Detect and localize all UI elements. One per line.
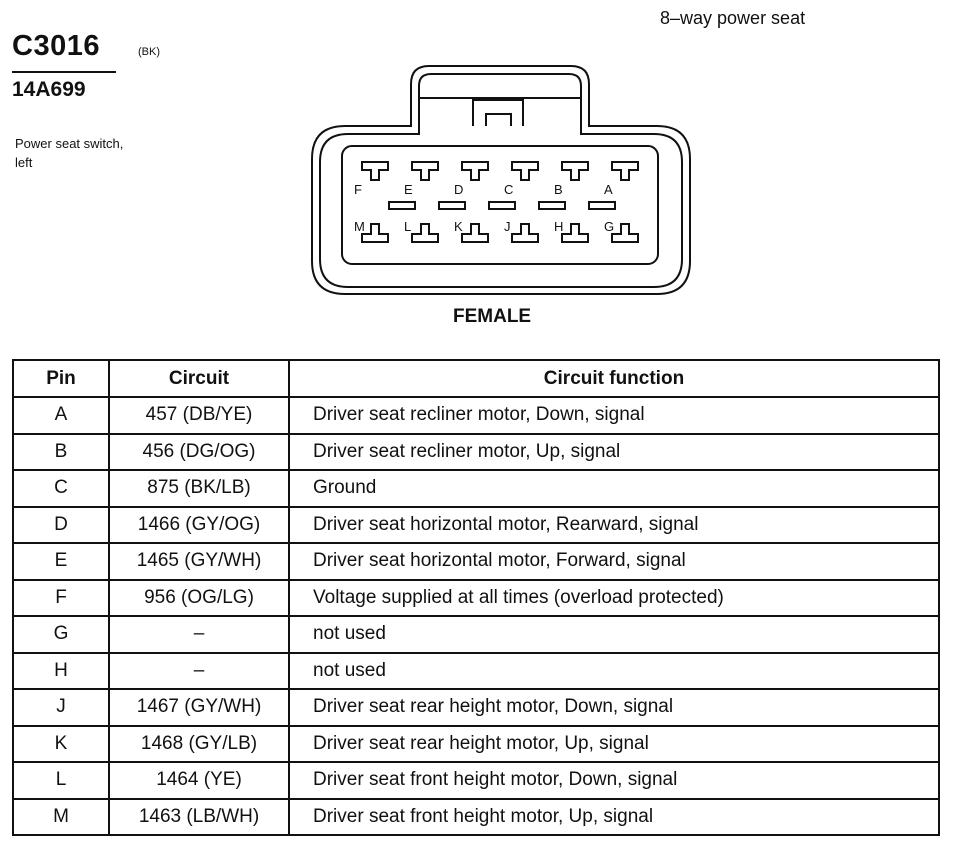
circuit-cell: 1467 (GY/WH) [109,689,289,726]
pins-layer [354,162,638,242]
description-line: left [15,155,33,170]
table-row [13,726,939,763]
circuit-cell: 1465 (GY/WH) [109,543,289,580]
circuit-cell: 956 (OG/LG) [109,580,289,617]
circuit-cell: 457 (DB/YE) [109,397,289,434]
pin-table [12,359,940,836]
table-row [13,616,939,653]
table-row [13,470,939,507]
cavity-separator [589,202,615,209]
locking-tab [473,100,523,126]
cavity-separator [389,202,415,209]
pin-terminal-top [462,162,488,180]
pin-terminal-top [412,162,438,180]
pin-cell: J [13,689,109,726]
function-cell: not used [289,616,939,653]
pin-terminal-bottom [512,224,538,242]
connector-face-diagram [300,56,700,301]
cavity-separator [439,202,465,209]
table-row [13,434,939,471]
table-header-row [13,360,939,397]
function-cell: Driver seat horizontal motor, Rearward, signal [289,507,939,544]
pin-cell: F [13,580,109,617]
function-cell: Driver seat front height motor, Down, signal [289,762,939,799]
function-cell: Driver seat recliner motor, Down, signal [289,397,939,434]
part-number: 14A699 [12,78,86,101]
circuit-cell: 456 (DG/OG) [109,434,289,471]
table-row [13,799,939,836]
circuit-cell: 1466 (GY/OG) [109,507,289,544]
pin-label: H [554,219,564,234]
circuit-cell: 1464 (YE) [109,762,289,799]
pin-cell: C [13,470,109,507]
pin-terminal-bottom [562,224,588,242]
pin-cell: M [13,799,109,836]
divider [12,71,116,73]
pin-label: A [604,182,613,197]
pin-label: C [504,182,514,197]
pin-terminal-top [362,162,388,180]
column-header-circuit: Circuit [109,360,289,397]
function-cell: Driver seat rear height motor, Up, signal [289,726,939,763]
pin-label: B [554,182,563,197]
pin-label: D [454,182,464,197]
pin-cell: K [13,726,109,763]
pin-cell: B [13,434,109,471]
function-cell: Ground [289,470,939,507]
function-cell: Driver seat front height motor, Up, signal [289,799,939,836]
cavity-separator [489,202,515,209]
function-cell: Driver seat recliner motor, Up, signal [289,434,939,471]
pin-table-body [13,397,939,835]
function-cell: Driver seat rear height motor, Down, signal [289,689,939,726]
table-row [13,580,939,617]
column-header-pin: Pin [13,360,109,397]
table-row [13,762,939,799]
table-row [13,653,939,690]
cavity-separator [539,202,565,209]
connector-gender-label: FEMALE [453,306,532,327]
pin-cell: G [13,616,109,653]
pin-terminal-bottom [412,224,438,242]
pin-label: F [354,182,362,197]
connector-description [15,134,185,172]
circuit-cell: – [109,616,289,653]
column-header-function: Circuit function [289,360,939,397]
pin-terminal-bottom [462,224,488,242]
pin-label: L [404,219,412,234]
function-cell: not used [289,653,939,690]
seat-type-label: 8–way power seat [660,8,806,28]
pin-cell: H [13,653,109,690]
pin-label: J [504,219,511,234]
pin-cell: L [13,762,109,799]
table-row [13,507,939,544]
pin-label: M [354,219,365,234]
circuit-cell: – [109,653,289,690]
pin-cell: D [13,507,109,544]
pin-cell: E [13,543,109,580]
circuit-cell: 1463 (LB/WH) [109,799,289,836]
table-row [13,397,939,434]
circuit-cell: 875 (BK/LB) [109,470,289,507]
function-cell: Voltage supplied at all times (overload protected) [289,580,939,617]
connector-color-code: (BK) [138,46,160,58]
pin-terminal-bottom [612,224,638,242]
pin-label: K [454,219,463,234]
table-row [13,543,939,580]
function-cell: Driver seat horizontal motor, Forward, signal [289,543,939,580]
pin-terminal-bottom [362,224,388,242]
circuit-cell: 1468 (GY/LB) [109,726,289,763]
pin-terminal-top [512,162,538,180]
pin-terminal-top [562,162,588,180]
pin-terminal-top [612,162,638,180]
description-line: Power seat switch, [15,136,124,151]
pin-label: G [604,219,615,234]
table-row [13,689,939,726]
connector-id: C3016 [12,30,100,62]
pin-cell: A [13,397,109,434]
pin-label: E [404,182,413,197]
